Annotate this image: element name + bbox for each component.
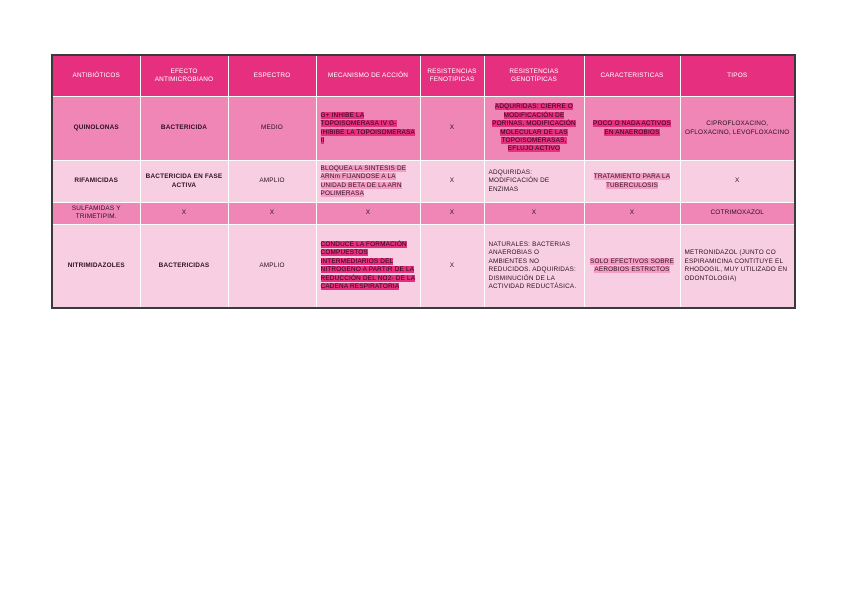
- highlighted-text: SOLO EFECTIVOS SOBRE AEROBIOS ESTRICTOS: [590, 257, 674, 274]
- table-row-nitrimidazoles: [52, 224, 795, 308]
- cell-tipos: COTRIMOXAZOL: [680, 203, 795, 225]
- cell-mecanismo: [316, 161, 420, 203]
- header-espectro: ESPECTRO: [228, 55, 316, 97]
- cell-espectro: X: [228, 203, 316, 225]
- cell-espectro: AMPLIO: [228, 224, 316, 308]
- cell-antibiotic: NITRIMIDAZOLES: [52, 224, 140, 308]
- cell-espectro: AMPLIO: [228, 161, 316, 203]
- cell-caracteristicas: [584, 97, 680, 161]
- cell-genotipicas: X: [484, 203, 584, 225]
- cell-antibiotic: SULFAMIDAS Y TRIMETIPIM.: [52, 203, 140, 225]
- highlighted-text: TRATAMIENTO PARA LA TUBERCULOSIS: [593, 173, 671, 189]
- cell-fenotipicas: X: [420, 224, 484, 308]
- cell-caracteristicas: [584, 224, 680, 308]
- cell-antibiotic: QUINOLONAS: [52, 97, 140, 161]
- cell-efecto: BACTERICIDA: [140, 97, 228, 161]
- cell-efecto: X: [140, 203, 228, 225]
- antibiotics-table: [51, 54, 796, 309]
- table-row-sulfamidas: [52, 203, 795, 225]
- cell-mecanismo: [316, 224, 420, 308]
- cell-caracteristicas: [584, 161, 680, 203]
- cell-fenotipicas: X: [420, 97, 484, 161]
- highlighted-text: G+ INHIBE LA TOPOISOMERASA IV G- IHIBIBE LA TOPOISOMERASA II: [320, 111, 415, 144]
- cell-tipos: X: [680, 161, 795, 203]
- cell-tipos: METRONIDAZOL (JUNTO CO ESPIRAMICINA CONTITUYE EL RHODOGIL, MUY UTILIZADO EN ODONTOLOGIA): [680, 224, 795, 308]
- cell-efecto: BACTERICIDAS: [140, 224, 228, 308]
- header-tipos: TIPOS: [680, 55, 795, 97]
- cell-tipos: CIPROFLOXACINO, OFLOXACINO, LEVOFLOXACINO: [680, 97, 795, 161]
- cell-fenotipicas: X: [420, 203, 484, 225]
- cell-efecto: BACTERICIDA EN FASE ACTIVA: [140, 161, 228, 203]
- highlighted-text: POCO O NADA ACTIVOS EN ANAEROBIOS: [592, 120, 672, 136]
- header-mecanismo: MECANISMO DE ACCIÓN: [316, 55, 420, 97]
- header-resistencias-fenotipicas: RESISTENCIAS FENOTIPICAS: [420, 55, 484, 97]
- highlighted-text: ADQUIRIDAS: CIERRE O MODIFICACIÓN DE PORINAS, MODIFICACIÓN MOLECULAR DE LAS TOPOISOMERASAS, EFLUJO ACTIVO: [492, 103, 576, 153]
- header-efecto: EFECTO ANTIMICROBIANO: [140, 55, 228, 97]
- cell-genotipicas: ADQUIRIDAS: MODIFICACIÓN DE ENZIMAS: [484, 161, 584, 203]
- cell-espectro: MEDIO: [228, 97, 316, 161]
- table-row-rifamicidas: [52, 161, 795, 203]
- highlighted-text: CONDUCE LA FORMACIÓN COMPUESTOS INTERMEDIARIOS DEL NITROGENO A PARTIR DE LA REDUCCIÓN DEL NO2- DE LA CADENA RESPIRATORIA: [320, 240, 416, 291]
- cell-genotipicas: [484, 97, 584, 161]
- header-resistencias-genotipicas: RESISTENCIAS GENOTÍPICAS: [484, 55, 584, 97]
- header-caracteristicas: CARACTERISTICAS: [584, 55, 680, 97]
- table-row-quinolonas: [52, 97, 795, 161]
- highlighted-text: BLOQUEA LA SINTESIS DE ARNm FIJANDOSE A LA UNIDAD BETA DE LA ARN POLIMERASA: [320, 164, 407, 197]
- cell-mecanismo: X: [316, 203, 420, 225]
- cell-caracteristicas: X: [584, 203, 680, 225]
- cell-fenotipicas: X: [420, 161, 484, 203]
- cell-antibiotic: RIFAMICIDAS: [52, 161, 140, 203]
- table-header-row: [52, 55, 795, 97]
- cell-genotipicas: NATURALES: BACTERIAS ANAEROBIAS O AMBIENTES NO REDUCIDOS. ADQUIRIDAS: DISMINUCIÓN DE LA ACTIVIDAD REDUCTÁSICA.: [484, 224, 584, 308]
- header-antibioticos: ANTIBIÓTICOS: [52, 55, 140, 97]
- cell-mecanismo: [316, 97, 420, 161]
